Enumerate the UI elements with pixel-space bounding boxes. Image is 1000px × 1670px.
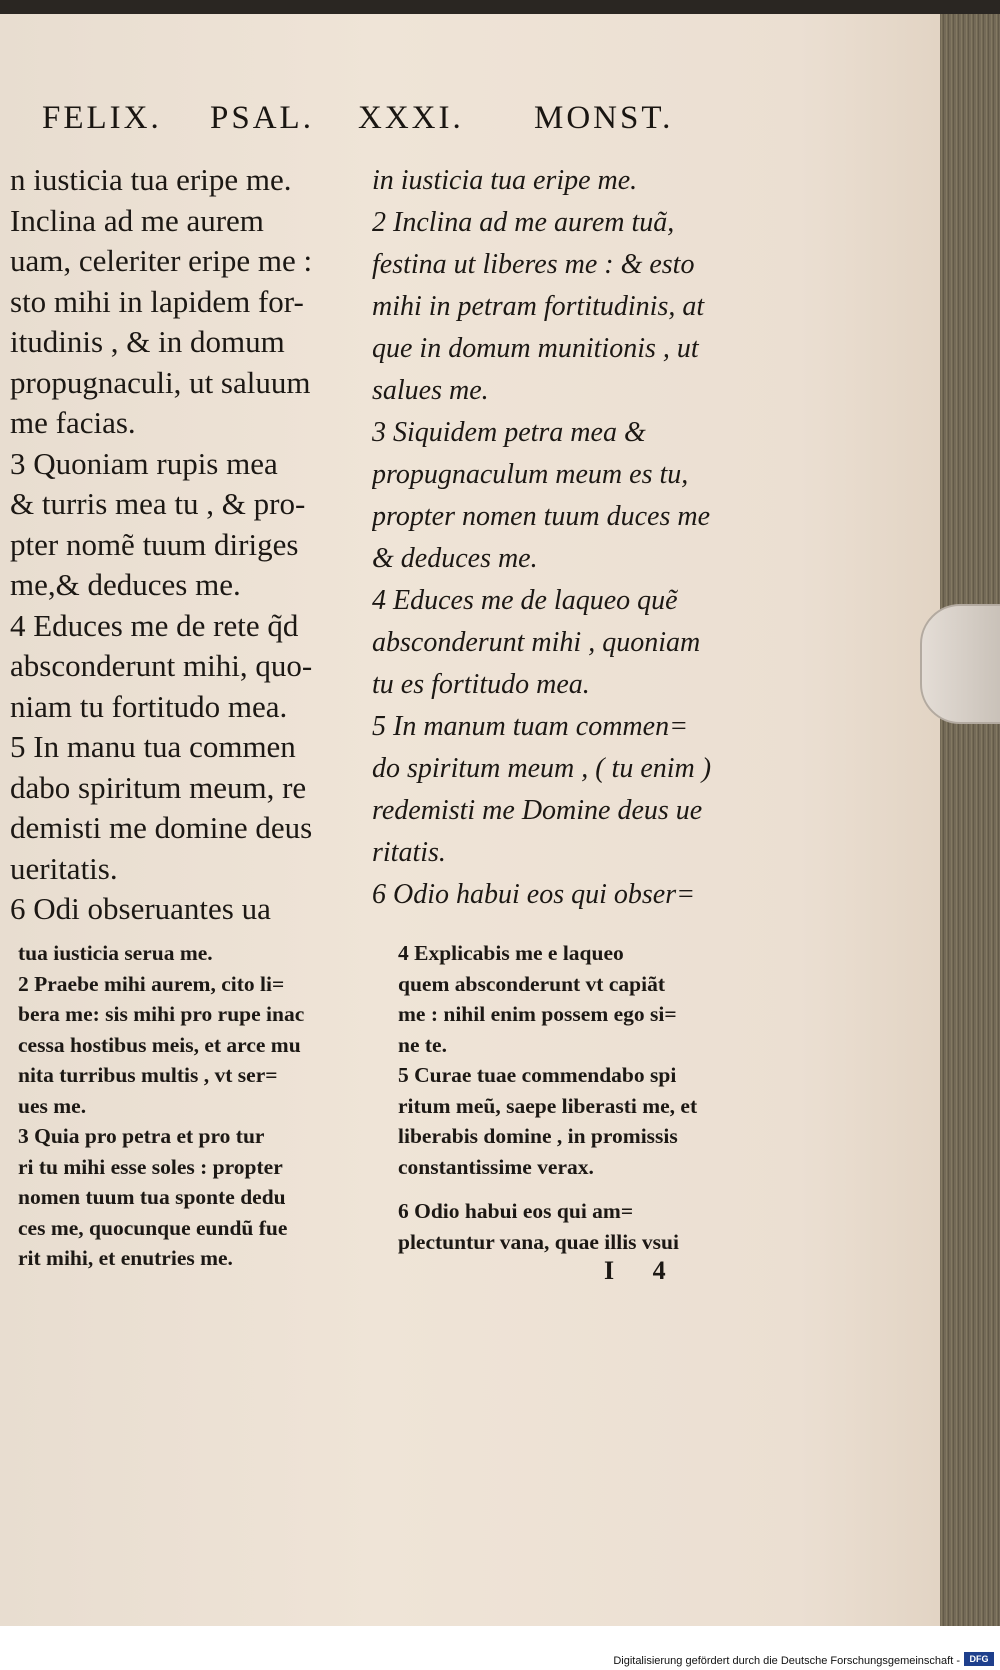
text-line: redemisti me Domine deus ue bbox=[372, 795, 703, 826]
text-line: me facias. bbox=[10, 405, 136, 440]
text-line: me : nihil enim possem ego si= bbox=[398, 1002, 677, 1026]
text-line: 4 Explicabis me e laqueo bbox=[398, 941, 624, 965]
text-line: absconderunt mihi , quoniam bbox=[372, 627, 701, 658]
header-felix: FELIX. bbox=[42, 100, 162, 136]
digitization-credit: Digitalisierung gefördert durch die Deutsche Forschungsgemeinschaft - bbox=[613, 1655, 960, 1667]
text-line: nomen tuum tua sponte dedu bbox=[18, 1185, 286, 1209]
text-line: 3 Quia pro petra et pro tur bbox=[18, 1124, 265, 1148]
text-line: me,& deduces me. bbox=[10, 567, 241, 602]
text-line: bera me: sis mihi pro rupe inac bbox=[18, 1002, 305, 1026]
text-line: n iusticia tua eripe me. bbox=[10, 162, 292, 197]
text-line: mihi in petram fortitudinis, at bbox=[372, 291, 705, 322]
text-line: absconderunt mihi, quo- bbox=[10, 648, 313, 683]
text-line: pter nomẽ tuum diriges bbox=[10, 526, 299, 562]
text-line: propugnaculum meum es tu, bbox=[372, 459, 689, 490]
header-monst: MONST. bbox=[534, 100, 674, 136]
text-line: do spiritum meum , ( tu enim ) bbox=[372, 753, 712, 784]
text-line: plectuntur vana, quae illis vsui bbox=[398, 1229, 679, 1254]
header-psal: PSAL. bbox=[210, 100, 314, 136]
text-line: 3 Quoniam rupis mea bbox=[10, 445, 278, 481]
text-line: demisti me domine deus bbox=[10, 810, 313, 845]
text-line: 6 Odio habui eos qui am= bbox=[398, 1199, 634, 1223]
text-line: 2 Inclina ad me aurem tuã, bbox=[372, 207, 675, 238]
bottom-right-column bbox=[398, 938, 768, 1257]
text-line: 5 Curae tuae commendabo spi bbox=[398, 1063, 677, 1087]
text-line: ces me, quocunque eundũ fue bbox=[18, 1215, 288, 1240]
text-line: ueritatis. bbox=[10, 850, 118, 886]
text-line: itudinis , & in domum bbox=[10, 324, 285, 359]
text-line: nita turribus multis , vt ser= bbox=[18, 1063, 278, 1087]
book-clasp bbox=[920, 604, 1000, 724]
page-edges bbox=[940, 14, 1000, 1626]
text-line: tua iusticia serua me. bbox=[18, 941, 213, 965]
text-line: propugnaculi, ut saluum bbox=[10, 364, 311, 400]
text-line: & deduces me. bbox=[372, 543, 538, 574]
text-line: rit mihi, et enutries me. bbox=[18, 1246, 233, 1270]
text-line: ne te. bbox=[398, 1032, 447, 1057]
text-line: 4 Educes me de laqueo quẽ bbox=[372, 585, 678, 616]
text-line: que in domum munitionis , ut bbox=[372, 333, 699, 364]
text-line: uam, celeriter eripe me : bbox=[10, 243, 313, 278]
text-line: ri tu mihi esse soles : propter bbox=[18, 1154, 283, 1179]
text-line: 4 Educes me de rete q̃d bbox=[10, 607, 299, 643]
bottom-left-column bbox=[18, 938, 378, 1274]
text-line: 5 In manum tuam commen= bbox=[372, 711, 688, 742]
header-psalm-number: XXXI. bbox=[358, 100, 464, 136]
text-line: cessa hostibus meis, et arce mu bbox=[18, 1032, 301, 1057]
text-line: tu es fortitudo mea. bbox=[372, 669, 590, 700]
text-line: in iusticia tua eripe me. bbox=[372, 165, 638, 196]
running-header bbox=[40, 100, 740, 144]
text-line: 2 Praebe mihi aurem, cito li= bbox=[18, 971, 285, 996]
text-line: niam tu fortitudo mea. bbox=[10, 688, 288, 724]
text-line: sto mihi in lapidem for- bbox=[10, 283, 304, 319]
text-line: 3 Siquidem petra mea & bbox=[372, 417, 646, 448]
top-left-column bbox=[10, 160, 380, 930]
text-line: 6 Odi obseruantes ua bbox=[10, 891, 271, 926]
paragraph-gap bbox=[398, 1182, 768, 1196]
text-line: dabo spiritum meum, re bbox=[10, 769, 307, 805]
top-right-column bbox=[372, 160, 772, 916]
text-line: propter nomen tuum duces me bbox=[372, 501, 711, 532]
text-line: constantissime verax. bbox=[398, 1154, 594, 1179]
text-line: 5 In manu tua commen bbox=[10, 729, 296, 764]
text-line: & turris mea tu , & pro- bbox=[10, 486, 306, 521]
text-line: festina ut liberes me : & esto bbox=[372, 249, 695, 280]
text-line: Inclina ad me aurem bbox=[10, 202, 264, 238]
text-line: salues me. bbox=[372, 375, 489, 406]
text-line: 6 Odio habui eos qui obser= bbox=[372, 879, 695, 910]
dfg-logo: DFG bbox=[964, 1652, 994, 1666]
text-line: ritum meũ, saepe liberasti me, et bbox=[398, 1093, 698, 1118]
page-number: I 4 bbox=[604, 1256, 682, 1285]
text-line: ues me. bbox=[18, 1093, 87, 1118]
text-line: quem absconderunt vt capiãt bbox=[398, 971, 665, 996]
text-line: ritatis. bbox=[372, 837, 446, 868]
text-line: liberabis domine , in promissis bbox=[398, 1124, 678, 1148]
